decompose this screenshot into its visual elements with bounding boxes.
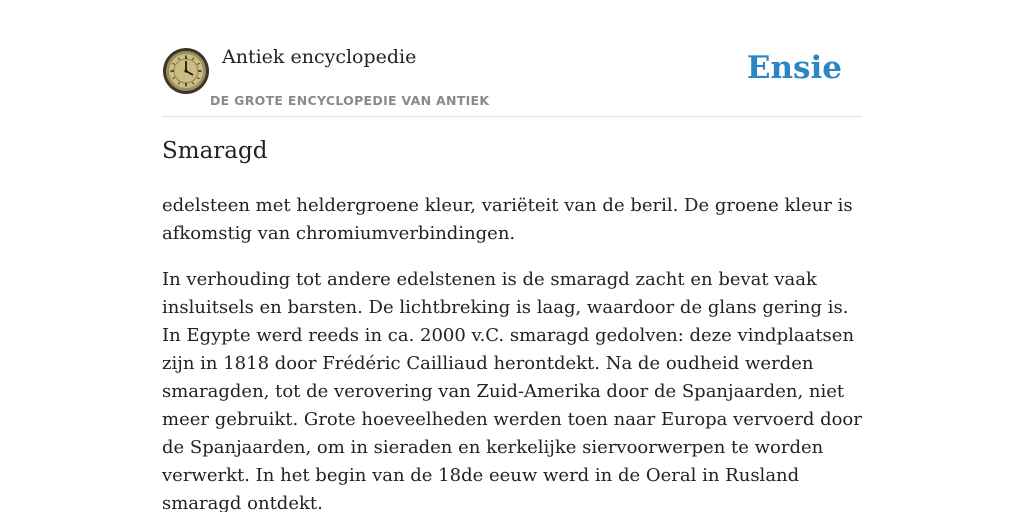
ensie-brand-link[interactable]: Ensie [746,50,842,86]
site-title[interactable]: Antiek encyclopedie [222,46,417,68]
site-header [162,44,862,117]
site-subtitle: DE GROTE ENCYCLOPEDIE VAN ANTIEK [210,93,490,108]
entry-body [162,192,862,512]
entry-paragraph: edelsteen met heldergroene kleur, variëteit van de beril. De groene kleur is afkomstig van chromiumverbindingen. [162,195,853,244]
page-title: Smaragd [162,138,268,164]
antique-clock-icon[interactable] [162,47,210,95]
entry-paragraph: In verhouding tot andere edelstenen is de smaragd zacht en bevat vaak insluitsels en barsten. De lichtbreking is laag, waardoor de glans gering is. In Egypte werd reeds in ca. 2000 v.C. smaragd gedolven: deze vindplaatsen zijn in 1818 door Frédéric Cailliaud herontdekt. Na de oudheid werden smaragden, tot de verovering van Zuid-Amerika door de Spanjaarden, niet meer gebruikt. Grote hoeveelheden werden toen naar Europa vervoerd door de Spanjaarden, om in sieraden en kerkelijke siervoorwerpen te worden verwerkt. In het begin van de 18de eeuw werd in de Oeral in Rusland smaragd ontdekt. [162,269,862,512]
